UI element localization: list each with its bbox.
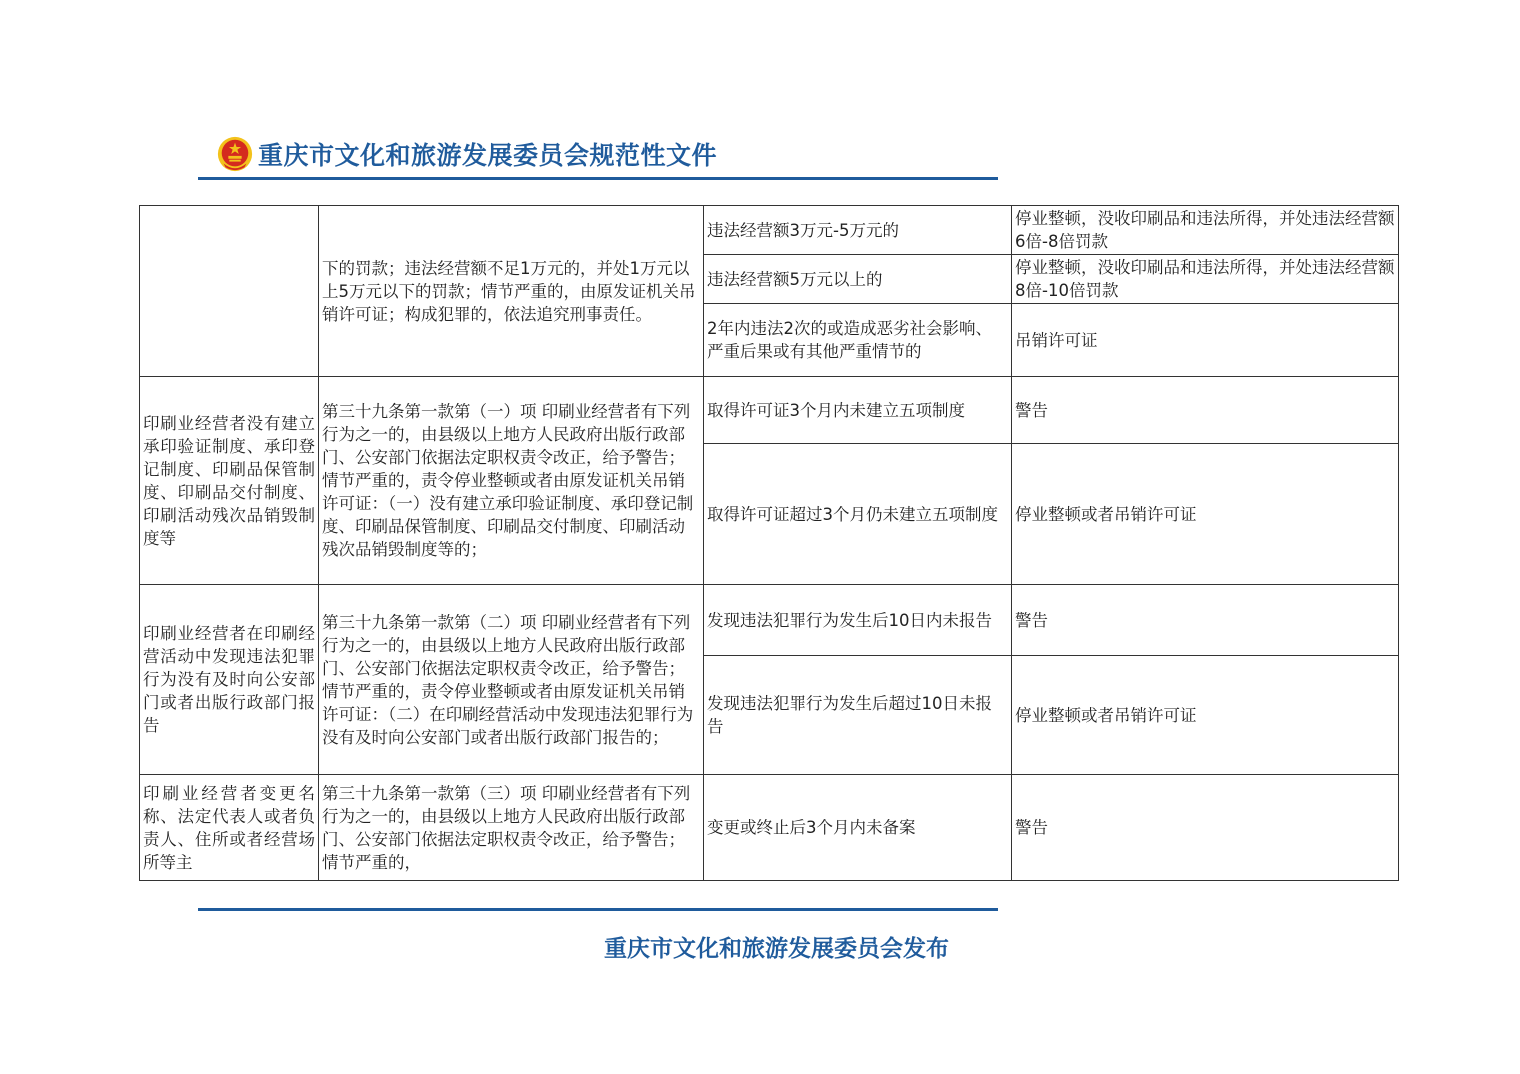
condition-cell: 发现违法犯罪行为发生后超过10日未报告: [704, 656, 1012, 775]
footer-rule: [198, 908, 998, 911]
document-header-title: 重庆市文化和旅游发展委员会规范性文件: [258, 141, 718, 170]
condition-cell: 2年内违法2次的或造成恶劣社会影响、严重后果或有其他严重情节的: [704, 304, 1012, 377]
table-row: [140, 206, 1399, 255]
penalty-cell: 停业整顿或者吊销许可证: [1012, 656, 1399, 775]
penalty-cell: 警告: [1012, 377, 1399, 444]
table-row: [140, 585, 1399, 656]
table-row: [140, 377, 1399, 444]
condition-cell: 违法经营额3万元-5万元的: [704, 206, 1012, 255]
legal-basis-cell: [319, 206, 704, 377]
violation-item-cell: [140, 206, 319, 377]
condition-cell: 取得许可证3个月内未建立五项制度: [704, 377, 1012, 444]
legal-basis-text: 下的罚款；违法经营额不足1万元的，并处1万元以上5万元以下的罚款；情节严重的，由原发证机关吊销许可证；构成犯罪的，依法追究刑事责任。: [322, 258, 696, 324]
condition-cell: 变更或终止后3个月内未备案: [704, 775, 1012, 881]
document-header: [216, 132, 717, 176]
penalty-cell: 吊销许可证: [1012, 304, 1399, 377]
header-rule: [198, 177, 998, 180]
violation-item-cell: 印刷业经营者在印刷经营活动中发现违法犯罪行为没有及时向公安部门或者出版行政部门报告: [140, 585, 319, 775]
penalty-cell: 警告: [1012, 585, 1399, 656]
document-footer-title: 重庆市文化和旅游发展委员会发布: [604, 935, 949, 962]
penalty-cell: 停业整顿，没收印刷品和违法所得，并处违法经营额6倍-8倍罚款: [1012, 206, 1399, 255]
condition-cell: 取得许可证超过3个月仍未建立五项制度: [704, 444, 1012, 585]
national-emblem-icon: [216, 135, 254, 173]
condition-cell: 违法经营额5万元以上的: [704, 255, 1012, 304]
legal-basis-cell: 第三十九条第一款第（一）项 印刷业经营者有下列行为之一的，由县级以上地方人民政府出版行政部门、公安部门依据法定职权责令改正，给予警告；情节严重的，责令停业整顿或者由原发证机关吊销许可证：（一）没有建立承印验证制度、承印登记制度、印刷品保管制度、印刷品交付制度、印刷活动残次品销毁制度等的；: [319, 377, 704, 585]
penalty-standards-table: [139, 205, 1399, 881]
violation-item-cell: 印刷业经营者变更名称、法定代表人或者负责人、住所或者经营场所等主: [140, 775, 319, 881]
penalty-cell: 警告: [1012, 775, 1399, 881]
table-row: [140, 775, 1399, 881]
penalty-cell: 停业整顿或者吊销许可证: [1012, 444, 1399, 585]
legal-basis-cell: 第三十九条第一款第（三）项 印刷业经营者有下列行为之一的，由县级以上地方人民政府出版行政部门、公安部门依据法定职权责令改正，给予警告；情节严重的，: [319, 775, 704, 881]
penalty-cell: 停业整顿，没收印刷品和违法所得，并处违法经营额8倍-10倍罚款: [1012, 255, 1399, 304]
condition-cell: 发现违法犯罪行为发生后10日内未报告: [704, 585, 1012, 656]
violation-item-cell: 印刷业经营者没有建立承印验证制度、承印登记制度、印刷品保管制度、印刷品交付制度、印刷活动残次品销毁制度等: [140, 377, 319, 585]
legal-basis-cell: 第三十九条第一款第（二）项 印刷业经营者有下列行为之一的，由县级以上地方人民政府出版行政部门、公安部门依据法定职权责令改正，给予警告；情节严重的，责令停业整顿或者由原发证机关吊销许可证：（二）在印刷经营活动中发现违法犯罪行为没有及时向公安部门或者出版行政部门报告的；: [319, 585, 704, 775]
